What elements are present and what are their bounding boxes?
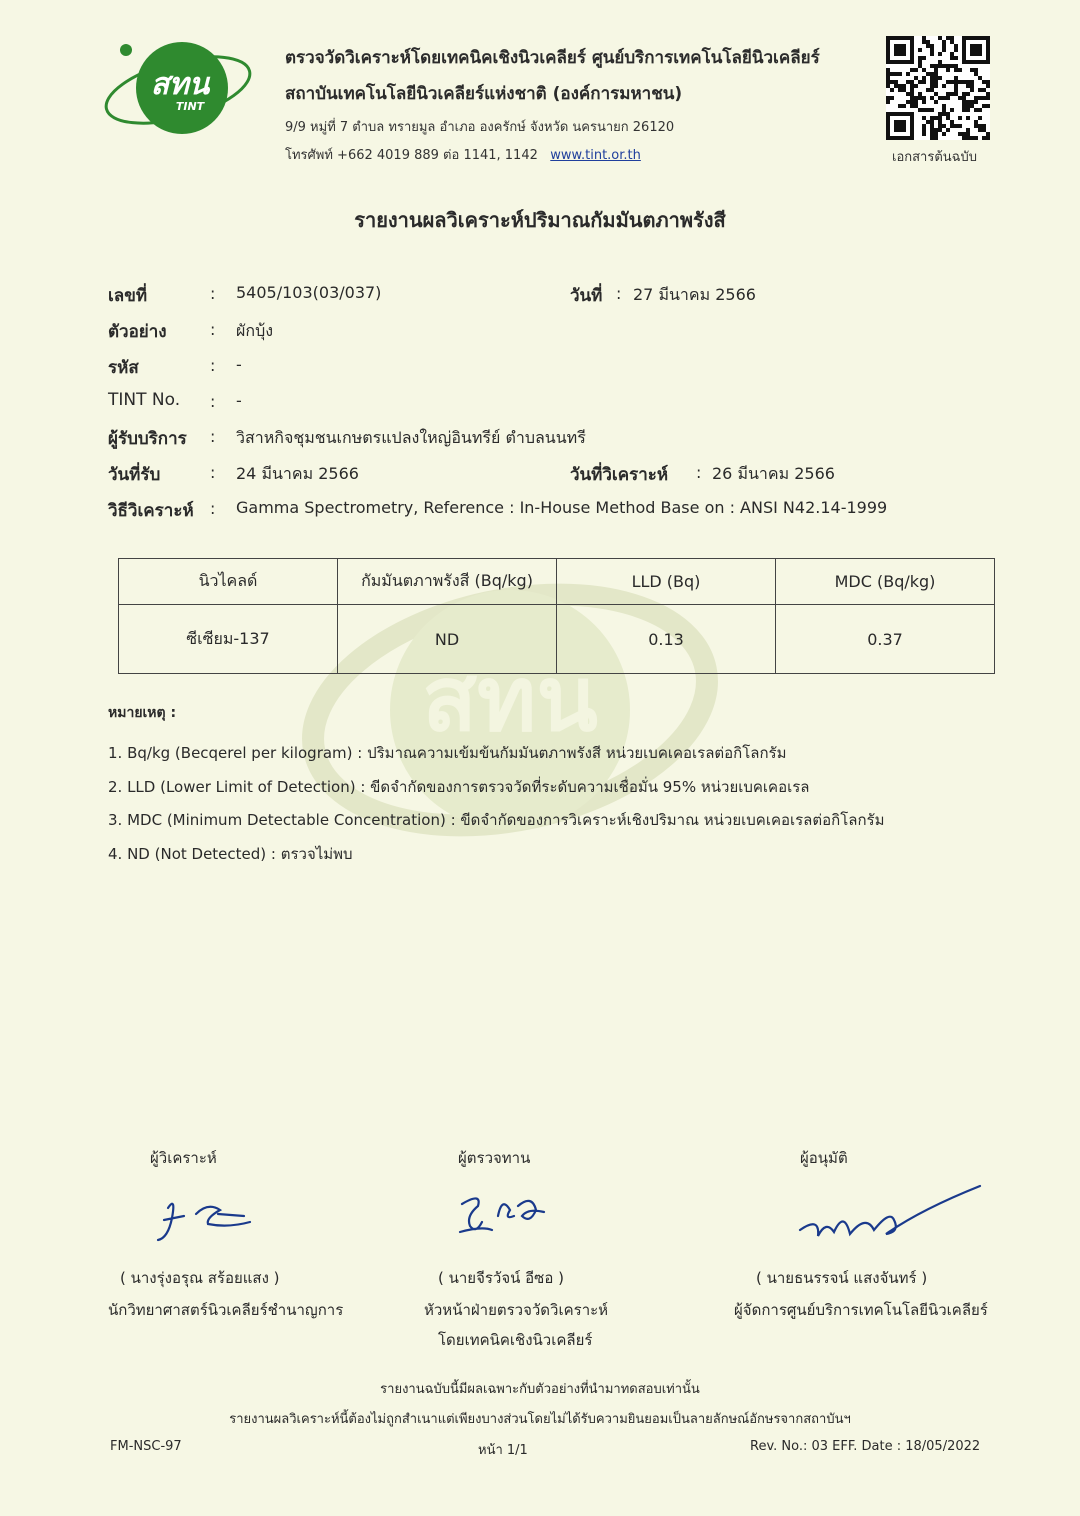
note-item: 3. MDC (Minimum Detectable Concentration) : ขีดจำกัดของการวิเคราะห์เชิงปริมาณ หน่วยเบคเคอเรลต่อกิโลกรัม	[108, 811, 885, 829]
approver-role: ผู้อนุมัติ	[800, 1149, 848, 1167]
header-lld: LLD (Bq)	[557, 559, 776, 605]
code-label: รหัส	[108, 358, 139, 378]
analyst-name: ( นางรุ่งอรุณ สร้อยแสง )	[120, 1269, 280, 1287]
qr-caption: เอกสารต้นฉบับ	[892, 150, 978, 165]
received-label: วันที่รับ	[108, 465, 161, 485]
header-activity: กัมมันตภาพรังสี (Bq/kg)	[338, 559, 557, 605]
svg-text:TINT: TINT	[175, 100, 205, 113]
header-line-1: ตรวจวัดวิเคราะห์โดยเทคนิคเชิงนิวเคลียร์ ศูนย์บริการเทคโนโลยีนิวเคลียร์	[285, 48, 820, 68]
colon: :	[210, 320, 216, 339]
note-item: 1. Bq/kg (Becqerel per kilogram) : ปริมาณความเข้มข้นกัมมันตภาพรังสี หน่วยเบคเคอเรลต่อกิโลกรัม	[108, 744, 787, 762]
approver-signature-icon	[790, 1180, 990, 1250]
analyst-signature-icon	[148, 1188, 268, 1248]
colon: :	[210, 463, 216, 482]
tint-logo-icon	[98, 38, 258, 138]
method-label: วิธีวิเคราะห์	[108, 501, 194, 521]
page-number: หน้า 1/1	[478, 1443, 528, 1458]
analyst-position: นักวิทยาศาสตร์นิวเคลียร์ชำนาญการ	[108, 1301, 344, 1319]
footer-line-1: รายงานฉบับนี้มีผลเฉพาะกับตัวอย่างที่นำมาทดสอบเท่านั้น	[380, 1382, 700, 1397]
reviewer-role: ผู้ตรวจทาน	[458, 1149, 531, 1167]
table-header-row	[119, 559, 995, 605]
colon: :	[210, 356, 216, 375]
client-label: ผู้รับบริการ	[108, 429, 187, 449]
client-value: วิสาหกิจชุมชนเกษตรแปลงใหญ่อินทรีย์ ตำบลนนทรี	[236, 428, 586, 447]
reviewer-position-2: โดยเทคนิคเชิงนิวเคลียร์	[438, 1331, 593, 1349]
website-link[interactable]: www.tint.or.th	[550, 148, 641, 163]
reviewer-signature-icon	[452, 1186, 562, 1248]
cell-nuclide: ซีเซียม-137	[119, 605, 338, 674]
colon: :	[210, 427, 216, 446]
cell-activity: ND	[338, 605, 557, 674]
date-value: 27 มีนาคม 2566	[633, 285, 756, 304]
reviewer-name: ( นายจีรวัจน์ อีซอ )	[438, 1269, 564, 1287]
received-value: 24 มีนาคม 2566	[236, 464, 359, 483]
results-table	[118, 558, 995, 674]
note-item: 2. LLD (Lower Limit of Detection) : ขีดจำกัดของการตรวจวัดที่ระดับความเชื่อมั่น 95% หน่วยเบคเคอเรล	[108, 778, 810, 796]
colon: :	[210, 392, 216, 411]
approver-position: ผู้จัดการศูนย์บริการเทคโนโลยีนิวเคลียร์	[734, 1301, 988, 1319]
footer-line-2: รายงานผลวิเคราะห์นี้ต้องไม่ถูกสำเนาแต่เพียงบางส่วนโดยไม่ได้รับความยินยอมเป็นลายลักษณ์อักษรจากสถาบันฯ	[229, 1412, 851, 1427]
colon: :	[210, 499, 216, 518]
report-no-value: 5405/103(03/037)	[236, 283, 382, 302]
colon: :	[210, 284, 216, 303]
revision: Rev. No.: 03 EFF. Date : 18/05/2022	[750, 1439, 981, 1454]
sample-value: ผักบุ้ง	[236, 321, 274, 340]
reviewer-position: หัวหน้าฝ่ายตรวจวัดวิเคราะห์	[424, 1301, 609, 1319]
page-title: รายงานผลวิเคราะห์ปริมาณกัมมันตภาพรังสี	[354, 208, 726, 232]
svg-text:สทน: สทน	[422, 647, 598, 752]
report-no-label: เลขที่	[108, 286, 148, 306]
notes-title: หมายเหตุ :	[108, 705, 177, 721]
analyzed-value: 26 มีนาคม 2566	[712, 464, 835, 483]
table-row	[119, 605, 995, 674]
note-item: 4. ND (Not Detected) : ตรวจไม่พบ	[108, 845, 353, 863]
header-mdc: MDC (Bq/kg)	[776, 559, 995, 605]
svg-text:สทน: สทน	[150, 67, 210, 102]
cell-lld: 0.13	[557, 605, 776, 674]
header-nuclide: นิวไคลด์	[119, 559, 338, 605]
tint-no-label: TINT No.	[108, 390, 181, 410]
colon: :	[696, 463, 702, 482]
sample-label: ตัวอย่าง	[108, 322, 167, 342]
code-value: -	[236, 355, 242, 374]
header-phone	[285, 144, 641, 165]
analyst-role: ผู้วิเคราะห์	[150, 1149, 217, 1167]
cell-mdc: 0.37	[776, 605, 995, 674]
header-line-2: สถาบันเทคโนโลยีนิวเคลียร์แห่งชาติ (องค์การมหาชน)	[285, 84, 683, 104]
qr-code-icon	[886, 36, 990, 140]
colon: :	[616, 284, 622, 303]
form-code: FM-NSC-97	[110, 1439, 182, 1454]
approver-name: ( นายธนรรจน์ แสงจันทร์ )	[756, 1269, 928, 1287]
header-address: 9/9 หมู่ที่ 7 ตำบล ทรายมูล อำเภอ องครักษ์ จังหวัด นครนายก 26120	[285, 120, 675, 135]
phone-text: โทรศัพท์ +662 4019 889 ต่อ 1141, 1142	[285, 148, 538, 163]
analyzed-label: วันที่วิเคราะห์	[570, 465, 669, 485]
date-label: วันที่	[570, 286, 603, 306]
tint-no-value: -	[236, 391, 242, 410]
method-value: Gamma Spectrometry, Reference : In-House Method Base on : ANSI N42.14-1999	[236, 498, 888, 517]
